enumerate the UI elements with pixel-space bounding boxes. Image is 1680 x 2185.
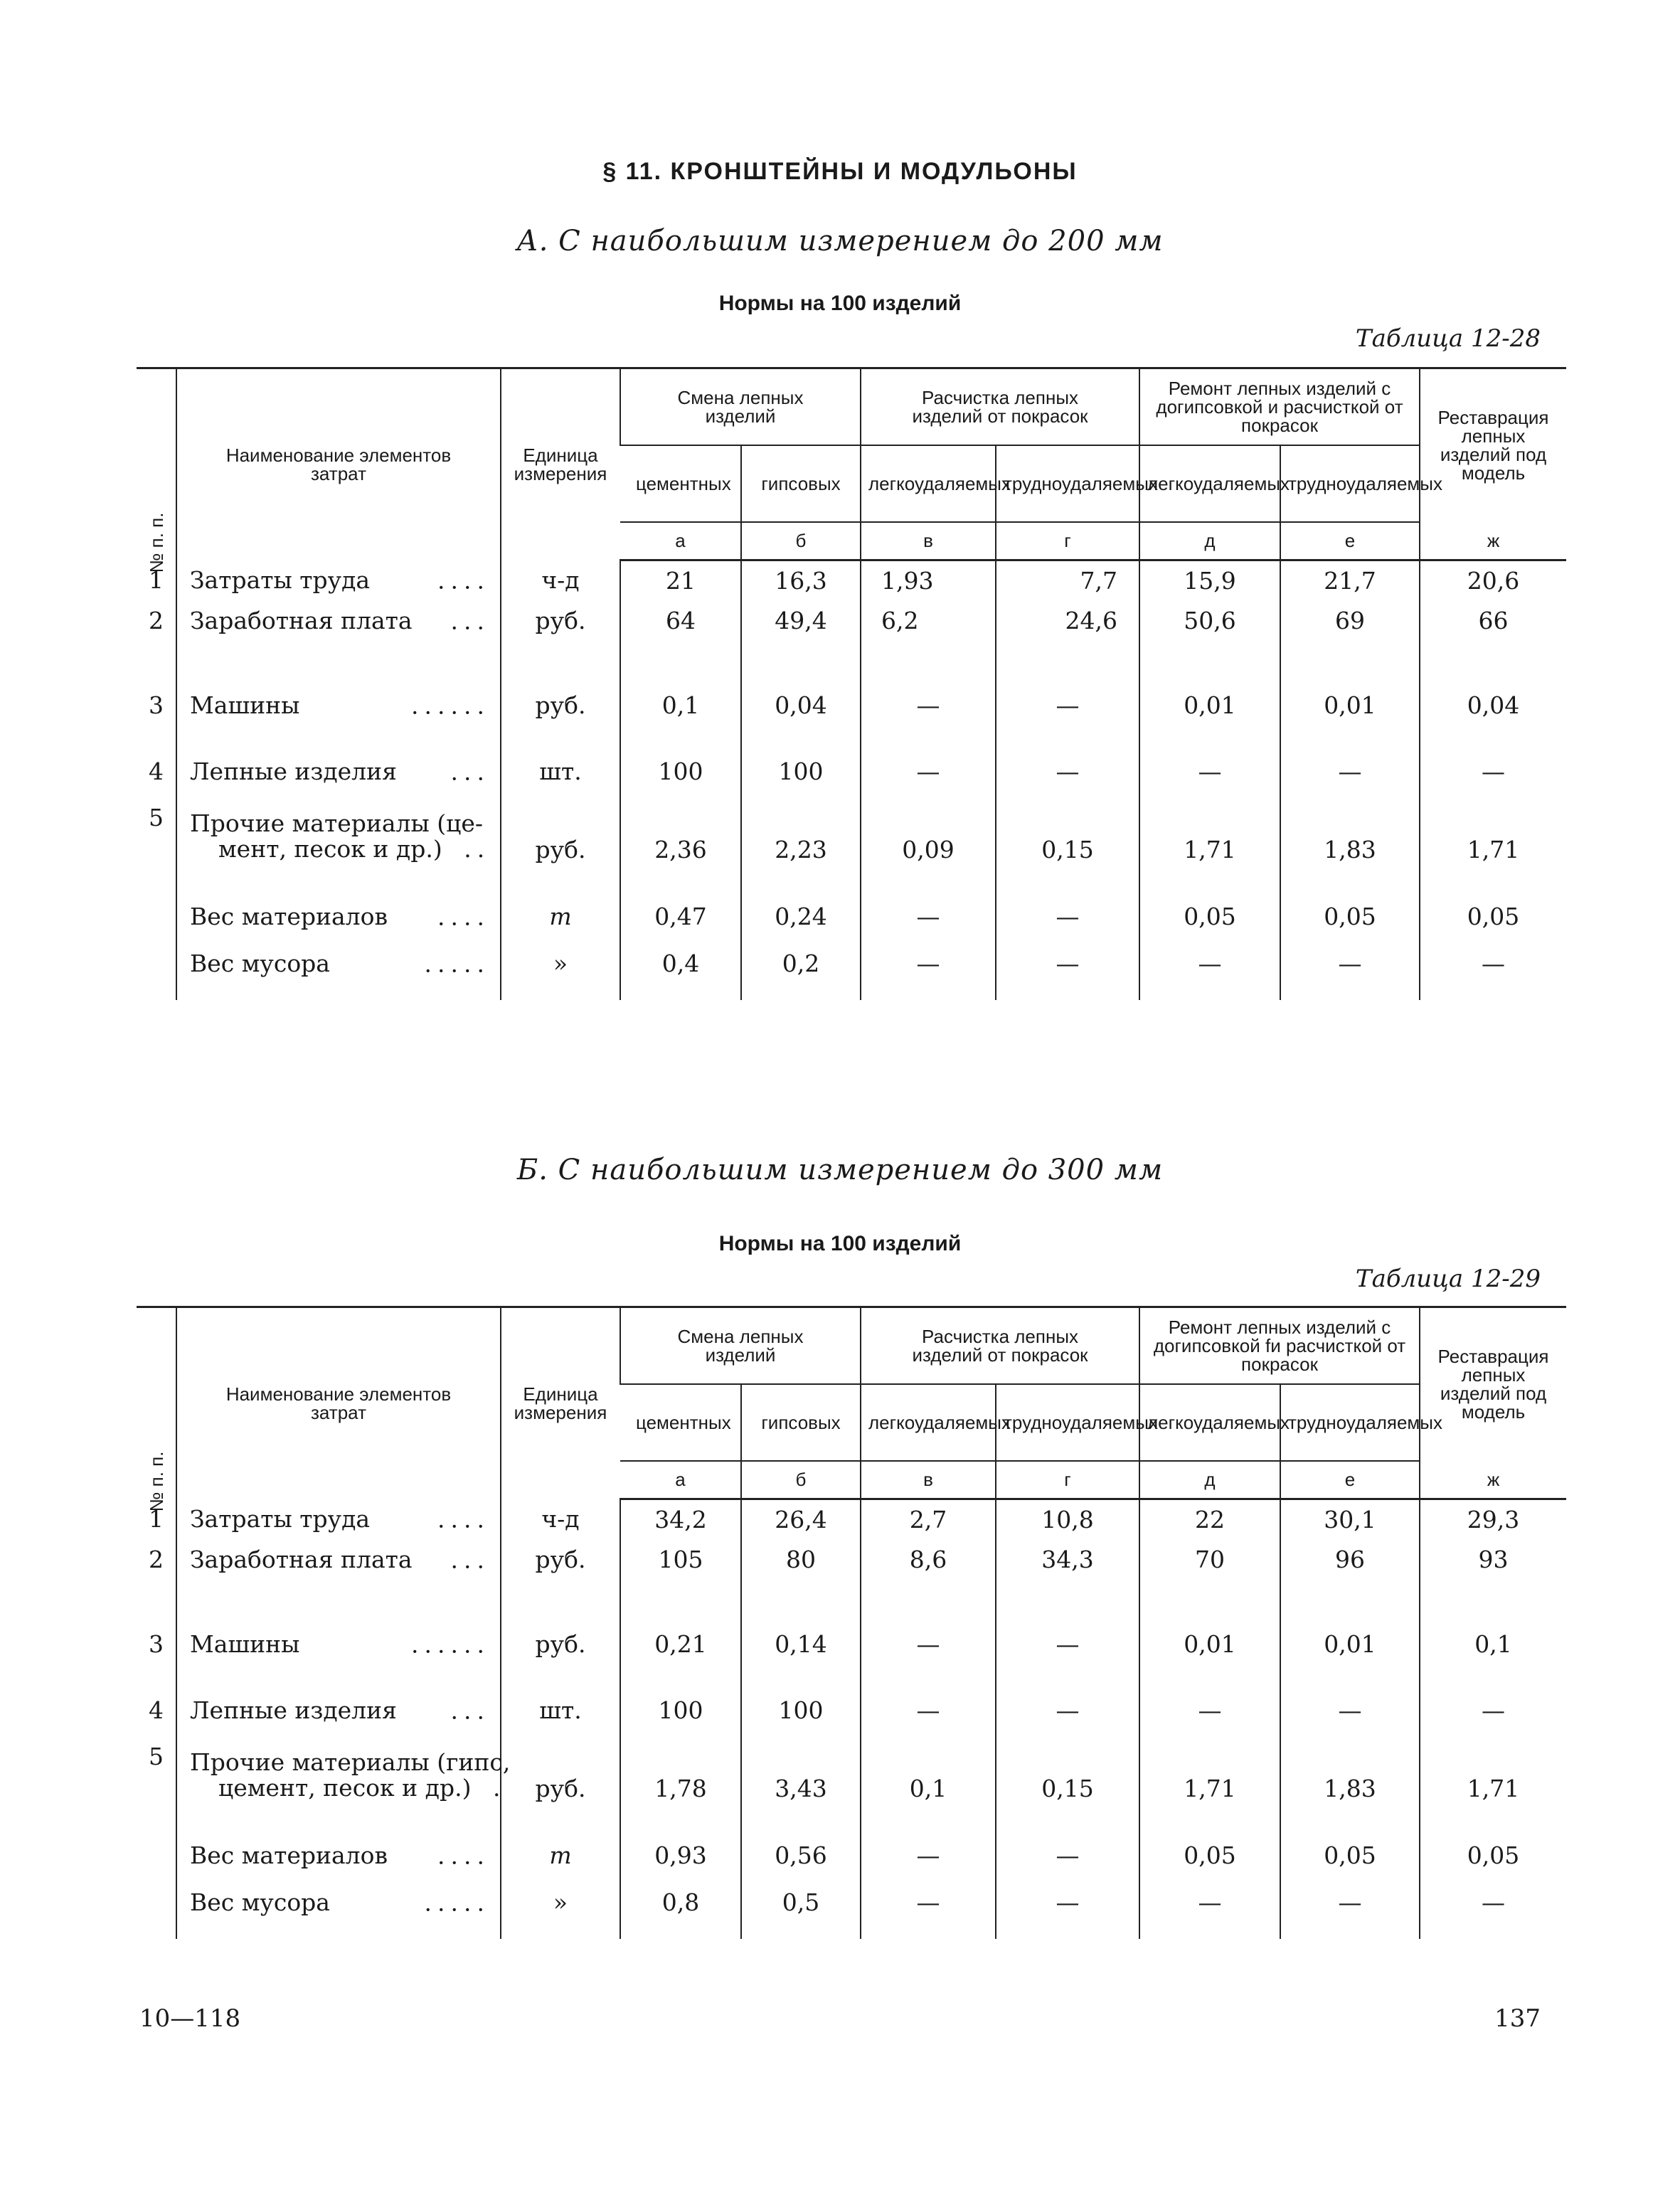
- cell-e: —: [1280, 1885, 1420, 1920]
- table-row: [137, 1539, 1566, 1580]
- row-unit: ч-д: [501, 560, 620, 600]
- cell-zh: 0,05: [1420, 1827, 1566, 1885]
- cell-zh: —: [1420, 946, 1566, 982]
- table-a-label: Таблица 12-28: [1355, 324, 1541, 353]
- cell-v: —: [861, 946, 996, 982]
- header-unit: Единица измерения: [501, 1307, 620, 1499]
- cell-e: —: [1280, 1683, 1420, 1738]
- col-letter-v: в: [861, 522, 996, 560]
- cell-e: 21,7: [1280, 560, 1420, 600]
- cell-g: —: [996, 1885, 1139, 1920]
- cell-a: 1,78: [620, 1738, 741, 1812]
- row-name: Вес материалов ....: [176, 888, 501, 946]
- table-row: [137, 560, 1566, 600]
- header-gyps: гипсовых: [741, 445, 861, 522]
- cell-d: —: [1139, 1885, 1280, 1920]
- col-letter-a: а: [620, 1461, 741, 1499]
- cell-b: 100: [741, 1683, 861, 1738]
- col-letter-g: г: [996, 1461, 1139, 1499]
- cell-zh: 29,3: [1420, 1499, 1566, 1539]
- header-group-repair: Ремонт лепных изделий с догипсовкой fи расчисткой от покрасок: [1139, 1307, 1420, 1384]
- table-b: [137, 1306, 1549, 1939]
- row-num: [137, 946, 176, 982]
- cell-g: —: [996, 888, 1139, 946]
- row-num: 2: [149, 1546, 164, 1573]
- row-unit: шт.: [501, 1683, 620, 1738]
- row-unit: руб.: [501, 1606, 620, 1683]
- row-unit: »: [501, 946, 620, 982]
- col-letter-g: г: [996, 522, 1139, 560]
- cell-g: 0,15: [996, 799, 1139, 873]
- col-letter-d: д: [1139, 1461, 1280, 1499]
- col-letter-e: е: [1280, 522, 1420, 560]
- row-unit: руб.: [501, 667, 620, 744]
- cell-a: 21: [620, 560, 741, 600]
- row-unit: шт.: [501, 744, 620, 799]
- row-num: 3: [149, 691, 164, 719]
- cell-d: 70: [1139, 1539, 1280, 1580]
- header-hard: трудноудаляемых: [996, 445, 1139, 522]
- cell-zh: 0,05: [1420, 888, 1566, 946]
- row-unit: руб.: [501, 799, 620, 873]
- cell-b: 0,56: [741, 1827, 861, 1885]
- cell-e: 1,83: [1280, 1738, 1420, 1812]
- table-row: [137, 799, 1566, 873]
- cell-v: 0,1: [861, 1738, 996, 1812]
- header-cement: цементных: [620, 1384, 741, 1461]
- cell-a: 0,47: [620, 888, 741, 946]
- cell-e: —: [1280, 744, 1420, 799]
- cell-zh: —: [1420, 1885, 1566, 1920]
- table-b-norms: Нормы на 100 изделий: [718, 1232, 962, 1255]
- cell-e: 96: [1280, 1539, 1420, 1580]
- cell-g: —: [996, 1683, 1139, 1738]
- row-name: Лепные изделия ...: [176, 1683, 501, 1738]
- cell-zh: 1,71: [1420, 1738, 1566, 1812]
- table-row: [137, 888, 1566, 946]
- cell-zh: —: [1420, 1683, 1566, 1738]
- table-row: [137, 1885, 1566, 1920]
- cell-d: 15,9: [1139, 560, 1280, 600]
- row-num: [137, 1885, 176, 1920]
- row-name: Затраты труда ....: [176, 1499, 501, 1539]
- row-num: 2: [149, 607, 164, 634]
- header-num: № п. п.: [137, 1307, 176, 1499]
- table-row: [137, 1499, 1566, 1539]
- row-unit: руб.: [501, 1738, 620, 1812]
- norm-table-a: [137, 367, 1566, 1000]
- cell-a: 2,36: [620, 799, 741, 873]
- col-letter-d: д: [1139, 522, 1280, 560]
- header-num: № п. п.: [137, 368, 176, 560]
- cell-b: 0,2: [741, 946, 861, 982]
- cell-a: 100: [620, 744, 741, 799]
- row-num: 5: [149, 1742, 164, 1770]
- cell-e: —: [1280, 946, 1420, 982]
- cell-e: 1,83: [1280, 799, 1420, 873]
- cell-zh: 1,71: [1420, 799, 1566, 873]
- row-num: [137, 888, 176, 946]
- row-unit: руб.: [501, 600, 620, 642]
- header-easy: легкоудаляемых: [861, 445, 996, 522]
- row-unit: руб.: [501, 1539, 620, 1580]
- cell-b: 0,04: [741, 667, 861, 744]
- footer-code: 10—118: [139, 2004, 241, 2033]
- table-row: [137, 667, 1566, 744]
- row-unit: »: [501, 1885, 620, 1920]
- cell-a: 0,93: [620, 1827, 741, 1885]
- header-easy: легкоудаляемых: [1139, 445, 1280, 522]
- cell-g: —: [996, 1606, 1139, 1683]
- header-hard: трудноудаляемых: [996, 1384, 1139, 1461]
- cell-b: 16,3: [741, 560, 861, 600]
- row-num: 3: [149, 1630, 164, 1658]
- table-b-subtitle: Б. С наибольшим измерением до 300 мм: [516, 1154, 1164, 1186]
- table-row: [137, 946, 1566, 982]
- cell-zh: —: [1420, 744, 1566, 799]
- cell-d: 0,01: [1139, 667, 1280, 744]
- row-num: 4: [149, 757, 164, 785]
- cell-a: 64: [620, 600, 741, 642]
- cell-v: —: [861, 888, 996, 946]
- col-letter-v: в: [861, 1461, 996, 1499]
- cell-g: 7,7: [996, 560, 1139, 600]
- table-a: [137, 367, 1549, 1000]
- row-name: Вес мусора .....: [176, 1885, 501, 1920]
- cell-g: —: [996, 667, 1139, 744]
- col-letter-zh: ж: [1420, 1461, 1566, 1499]
- cell-d: 0,01: [1139, 1606, 1280, 1683]
- row-unit: т: [501, 888, 620, 946]
- row-unit: т: [501, 1827, 620, 1885]
- cell-b: 100: [741, 744, 861, 799]
- cell-d: 0,05: [1139, 1827, 1280, 1885]
- table-a-subtitle: А. С наибольшим измерением до 200 мм: [516, 225, 1164, 257]
- norm-table-b: [137, 1306, 1566, 1939]
- row-name: Затраты труда ....: [176, 560, 501, 600]
- row-num: 1: [149, 1505, 164, 1533]
- col-letter-e: е: [1280, 1461, 1420, 1499]
- cell-d: 0,05: [1139, 888, 1280, 946]
- row-name: Лепные изделия ...: [176, 744, 501, 799]
- header-group-clean: Расчистка лепных изделий от покрасок: [861, 368, 1139, 445]
- cell-v: —: [861, 1827, 996, 1885]
- cell-v: —: [861, 667, 996, 744]
- cell-b: 0,24: [741, 888, 861, 946]
- header-group-repair: Ремонт лепных изделий с догипсовкой и расчисткой от покрасок: [1139, 368, 1420, 445]
- cell-a: 0,1: [620, 667, 741, 744]
- cell-e: 0,01: [1280, 1606, 1420, 1683]
- table-row: [137, 1606, 1566, 1683]
- header-group-replace: Смена лепных изделий: [620, 1307, 861, 1384]
- cell-b: 80: [741, 1539, 861, 1580]
- cell-d: 1,71: [1139, 1738, 1280, 1812]
- section-heading: § 11. КРОНШТЕЙНЫ И МОДУЛЬОНЫ: [602, 158, 1078, 185]
- cell-g: 24,6: [996, 600, 1139, 642]
- cell-v: 6,2: [861, 600, 996, 642]
- cell-zh: 93: [1420, 1539, 1566, 1580]
- cell-a: 105: [620, 1539, 741, 1580]
- cell-b: 3,43: [741, 1738, 861, 1812]
- header-group-restore: Реставрация лепных изделий под модель: [1420, 368, 1566, 522]
- cell-g: 34,3: [996, 1539, 1139, 1580]
- row-name: Прочие материалы (гипс, цемент, песок и др.) .: [176, 1738, 501, 1812]
- row-name: Заработная плата ...: [176, 1539, 501, 1580]
- cell-v: 2,7: [861, 1499, 996, 1539]
- row-name: Заработная плата ...: [176, 600, 501, 642]
- table-row: [137, 1683, 1566, 1738]
- row-num: 1: [149, 566, 164, 594]
- cell-g: —: [996, 744, 1139, 799]
- cell-zh: 0,1: [1420, 1606, 1566, 1683]
- cell-d: 1,71: [1139, 799, 1280, 873]
- header-group-restore: Реставрация лепных изделий под модель: [1420, 1307, 1566, 1461]
- table-a-norms: Нормы на 100 изделий: [718, 292, 962, 315]
- cell-a: 0,8: [620, 1885, 741, 1920]
- cell-e: 0,01: [1280, 667, 1420, 744]
- col-letter-b: б: [741, 1461, 861, 1499]
- row-name: Машины ......: [176, 667, 501, 744]
- table-row: [137, 1827, 1566, 1885]
- cell-b: 0,5: [741, 1885, 861, 1920]
- cell-v: 8,6: [861, 1539, 996, 1580]
- table-b-label: Таблица 12-29: [1355, 1265, 1541, 1293]
- cell-v: —: [861, 1606, 996, 1683]
- header-group-clean: Расчистка лепных изделий от покрасок: [861, 1307, 1139, 1384]
- col-letter-a: а: [620, 522, 741, 560]
- header-name: Наименование элементов затрат: [176, 1307, 501, 1499]
- cell-e: 0,05: [1280, 888, 1420, 946]
- col-letter-b: б: [741, 522, 861, 560]
- header-name: Наименование элементов затрат: [176, 368, 501, 560]
- row-unit: ч-д: [501, 1499, 620, 1539]
- header-hard: трудноудаляемых: [1280, 1384, 1420, 1461]
- cell-zh: 20,6: [1420, 560, 1566, 600]
- cell-g: —: [996, 1827, 1139, 1885]
- cell-v: —: [861, 744, 996, 799]
- row-name: Машины ......: [176, 1606, 501, 1683]
- row-num: 4: [149, 1696, 164, 1724]
- cell-b: 0,14: [741, 1606, 861, 1683]
- cell-g: —: [996, 946, 1139, 982]
- col-letter-zh: ж: [1420, 522, 1566, 560]
- cell-a: 100: [620, 1683, 741, 1738]
- cell-v: 1,93: [861, 560, 996, 600]
- row-name: Прочие материалы (це- мент, песок и др.) ..: [176, 799, 501, 873]
- cell-d: —: [1139, 946, 1280, 982]
- cell-a: 34,2: [620, 1499, 741, 1539]
- header-unit: Единица измерения: [501, 368, 620, 560]
- table-row: [137, 744, 1566, 799]
- cell-d: 22: [1139, 1499, 1280, 1539]
- cell-a: 0,4: [620, 946, 741, 982]
- header-gyps: гипсовых: [741, 1384, 861, 1461]
- cell-g: 0,15: [996, 1738, 1139, 1812]
- cell-v: 0,09: [861, 799, 996, 873]
- row-name: Вес материалов ....: [176, 1827, 501, 1885]
- cell-d: —: [1139, 744, 1280, 799]
- cell-d: 50,6: [1139, 600, 1280, 642]
- cell-v: —: [861, 1885, 996, 1920]
- row-num: [137, 1827, 176, 1885]
- table-row: [137, 1738, 1566, 1812]
- cell-b: 49,4: [741, 600, 861, 642]
- cell-b: 26,4: [741, 1499, 861, 1539]
- cell-e: 0,05: [1280, 1827, 1420, 1885]
- row-name: Вес мусора .....: [176, 946, 501, 982]
- cell-e: 30,1: [1280, 1499, 1420, 1539]
- cell-zh: 66: [1420, 600, 1566, 642]
- header-group-replace: Смена лепных изделий: [620, 368, 861, 445]
- cell-d: —: [1139, 1683, 1280, 1738]
- table-row: [137, 600, 1566, 642]
- cell-g: 10,8: [996, 1499, 1139, 1539]
- header-hard: трудноудаляемых: [1280, 445, 1420, 522]
- cell-b: 2,23: [741, 799, 861, 873]
- cell-v: —: [861, 1683, 996, 1738]
- header-cement: цементных: [620, 445, 741, 522]
- header-easy: легкоудаляемых: [1139, 1384, 1280, 1461]
- page-number: 137: [1494, 2004, 1541, 2033]
- row-num: 5: [149, 803, 164, 831]
- header-easy: легкоудаляемых: [861, 1384, 996, 1461]
- cell-zh: 0,04: [1420, 667, 1566, 744]
- cell-e: 69: [1280, 600, 1420, 642]
- cell-a: 0,21: [620, 1606, 741, 1683]
